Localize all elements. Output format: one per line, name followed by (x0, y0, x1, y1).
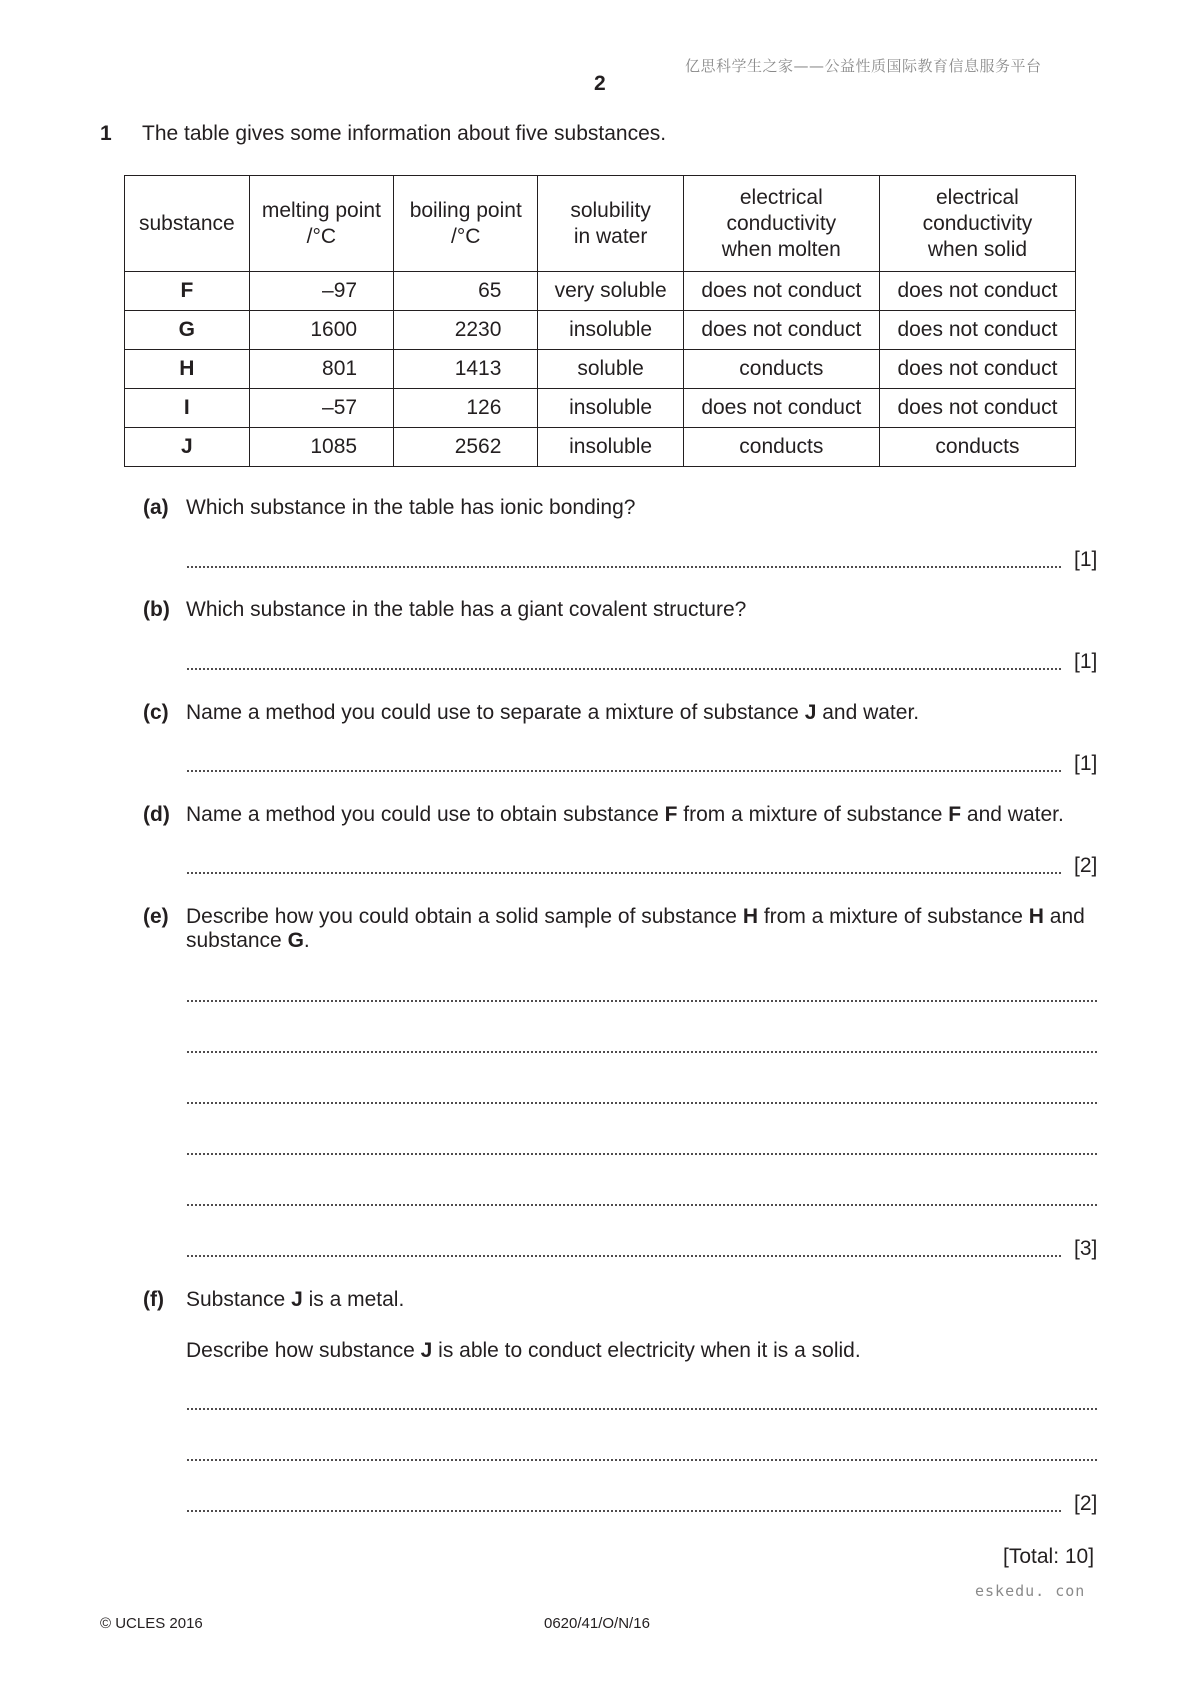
footer-watermark: eskedu. con (975, 1582, 1086, 1600)
table-row (125, 272, 1076, 311)
page-number: 2 (594, 72, 606, 95)
answer-line-b[interactable] (186, 668, 1062, 670)
solid-conductivity-cell: does not conduct (879, 311, 1075, 350)
molten-conductivity-cell: does not conduct (683, 272, 879, 311)
part-c-question: Name a method you could use to separate a mixture of substance J and water. (186, 701, 920, 724)
table-header-row (125, 176, 1076, 272)
answer-line-e-1[interactable] (186, 1000, 1099, 1002)
copyright: © UCLES 2016 (100, 1615, 203, 1632)
part-c-label: (c) (143, 701, 169, 724)
table-row (125, 350, 1076, 389)
boiling-point-cell: 1413 (394, 350, 538, 389)
solid-conductivity-cell: does not conduct (879, 350, 1075, 389)
solid-conductivity-cell: does not conduct (879, 389, 1075, 428)
part-b-question: Which substance in the table has a giant covalent structure? (186, 598, 747, 621)
molten-conductivity-cell: does not conduct (683, 389, 879, 428)
header-solubility: solubility in water (538, 176, 683, 272)
answer-line-e-3[interactable] (186, 1102, 1099, 1104)
question-intro: The table gives some information about five substances. (142, 122, 667, 145)
boiling-point-cell: 2230 (394, 311, 538, 350)
part-f-mark: [2] (1074, 1492, 1098, 1515)
answer-line-a[interactable] (186, 566, 1062, 568)
answer-line-e-2[interactable] (186, 1051, 1099, 1053)
part-e-question: Describe how you could obtain a solid sample of substance H from a mixture of substance H and substance G. (186, 905, 1085, 952)
total-marks: [Total: 10] (1003, 1545, 1095, 1568)
part-a-question: Which substance in the table has ionic bonding? (186, 496, 636, 519)
part-f-question: Describe how substance J is able to conduct electricity when it is a solid. (186, 1339, 861, 1362)
melting-point-cell: –97 (249, 272, 393, 311)
answer-line-e-5[interactable] (186, 1204, 1099, 1206)
answer-line-c[interactable] (186, 770, 1062, 772)
header-melting-point: melting point /°C (249, 176, 393, 272)
answer-line-f-2[interactable] (186, 1459, 1099, 1461)
substance-cell: I (125, 389, 250, 428)
part-a-mark: [1] (1074, 548, 1098, 571)
answer-line-f-1[interactable] (186, 1408, 1099, 1410)
header-conductivity-molten: electrical conductivity when molten (683, 176, 879, 272)
boiling-point-cell: 2562 (394, 428, 538, 467)
part-d-mark: [2] (1074, 854, 1098, 877)
solubility-cell: insoluble (538, 389, 683, 428)
melting-point-cell: 1085 (249, 428, 393, 467)
part-d-question: Name a method you could use to obtain substance F from a mixture of substance F and water. (186, 803, 1064, 826)
boiling-point-cell: 126 (394, 389, 538, 428)
solid-conductivity-cell: conducts (879, 428, 1075, 467)
part-b-label: (b) (143, 598, 170, 621)
substance-cell: F (125, 272, 250, 311)
solubility-cell: soluble (538, 350, 683, 389)
question-number: 1 (100, 122, 112, 145)
solubility-cell: insoluble (538, 428, 683, 467)
boiling-point-cell: 65 (394, 272, 538, 311)
part-f-label: (f) (143, 1288, 164, 1311)
substance-cell: J (125, 428, 250, 467)
header-conductivity-solid: electrical conductivity when solid (879, 176, 1075, 272)
answer-line-f-3[interactable] (186, 1510, 1062, 1512)
paper-code: 0620/41/O/N/16 (544, 1615, 650, 1632)
part-d-label: (d) (143, 803, 170, 826)
substance-cell: G (125, 311, 250, 350)
solubility-cell: very soluble (538, 272, 683, 311)
melting-point-cell: 801 (249, 350, 393, 389)
molten-conductivity-cell: does not conduct (683, 311, 879, 350)
part-e-mark: [3] (1074, 1237, 1098, 1260)
part-c-mark: [1] (1074, 752, 1098, 775)
answer-line-e-6[interactable] (186, 1255, 1062, 1257)
part-f-statement: Substance J is a metal. (186, 1288, 405, 1311)
solubility-cell: insoluble (538, 311, 683, 350)
melting-point-cell: –57 (249, 389, 393, 428)
answer-line-d[interactable] (186, 872, 1062, 874)
table-row (125, 389, 1076, 428)
part-a-label: (a) (143, 496, 169, 519)
answer-line-e-4[interactable] (186, 1153, 1099, 1155)
header-boiling-point: boiling point /°C (394, 176, 538, 272)
table-row (125, 311, 1076, 350)
table-row (125, 428, 1076, 467)
part-b-mark: [1] (1074, 650, 1098, 673)
solid-conductivity-cell: does not conduct (879, 272, 1075, 311)
substances-table (124, 175, 1076, 467)
melting-point-cell: 1600 (249, 311, 393, 350)
molten-conductivity-cell: conducts (683, 350, 879, 389)
header-watermark: 亿思科学生之家——公益性质国际教育信息服务平台 (685, 57, 1042, 75)
header-substance: substance (125, 176, 250, 272)
substance-cell: H (125, 350, 250, 389)
molten-conductivity-cell: conducts (683, 428, 879, 467)
part-e-label: (e) (143, 905, 169, 928)
